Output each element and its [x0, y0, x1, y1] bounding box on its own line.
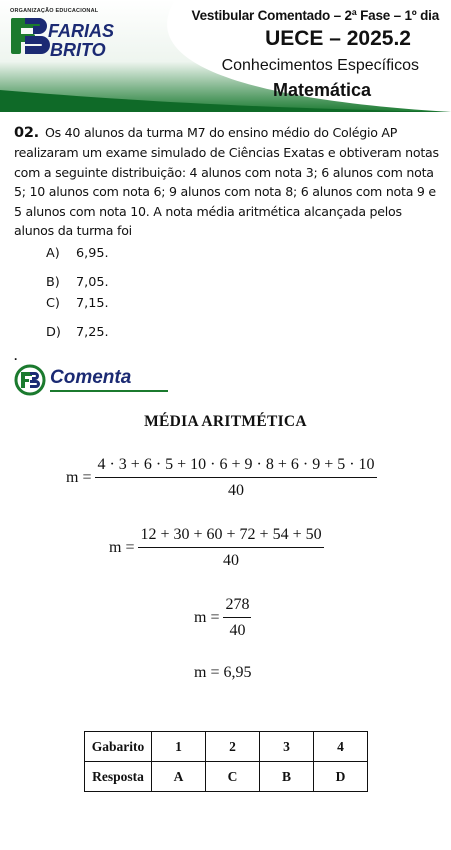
exam-title: UECE – 2025.2 [265, 27, 411, 50]
fraction [138, 526, 323, 570]
exam-area: Conhecimentos Específicos [221, 57, 419, 74]
option-b [46, 275, 109, 290]
answer-key-table [84, 731, 368, 792]
comenta-label: Comenta [50, 367, 132, 388]
equation-result: m = 6,95 [194, 664, 252, 681]
table-cell: 4 [314, 732, 368, 762]
exam-subject: Matemática [272, 80, 371, 100]
question-number: 02. [14, 125, 39, 141]
table-row [85, 762, 368, 792]
option-letter: A) [46, 246, 60, 261]
option-value: 7,25. [76, 325, 109, 340]
table-cell: 2 [206, 732, 260, 762]
comenta-badge [14, 364, 174, 396]
equation-step-1 [66, 456, 377, 500]
option-d [46, 325, 109, 340]
fraction [223, 596, 251, 640]
option-letter: B) [46, 275, 60, 290]
table-header-cell: Gabarito [85, 732, 152, 762]
equation-lhs: m = [109, 539, 135, 556]
option-value: 7,05. [76, 275, 109, 290]
equation-step-3 [194, 596, 251, 640]
denominator: 40 [228, 482, 245, 499]
table-cell: B [260, 762, 314, 792]
svg-text:BRITO: BRITO [50, 40, 106, 60]
numerator: 278 [223, 596, 251, 618]
question-text-block [14, 123, 444, 240]
solution-title: MÉDIA ARITMÉTICA [144, 413, 307, 430]
exam-subtitle: Vestibular Comentado – 2ª Fase – 1º dia [191, 8, 439, 23]
denominator: 40 [223, 552, 240, 569]
comenta-underline [50, 390, 168, 392]
table-cell: 1 [152, 732, 206, 762]
option-letter: C) [46, 296, 60, 311]
option-letter: D) [46, 325, 61, 340]
table-cell: C [206, 762, 260, 792]
svg-text:FARIAS: FARIAS [48, 21, 115, 41]
question-statement: Os 40 alunos da turma M7 do ensino médio do Colégio AP realizaram um exame simulado de Ciências Exatas e obtiveram notas com a seguinte distribuição: 4 alunos com nota 3; 6 alunos com nota 5; 10 alunos com nota 6; 9 alunos com nota 8; 6 alunos com nota 9 e 5 alunos com nota 10. A nota média aritmética alcançada pelos alunos da turma foi [14, 125, 439, 239]
table-cell: D [314, 762, 368, 792]
farias-brito-logo [8, 6, 148, 66]
table-row [85, 732, 368, 762]
equation-lhs: m = [66, 469, 92, 486]
equation-step-2 [109, 526, 324, 570]
denominator: 40 [229, 622, 246, 639]
equation-lhs: m = [194, 609, 220, 626]
table-cell: 3 [260, 732, 314, 762]
numerator: 4 · 3 + 6 · 5 + 10 · 6 + 9 · 8 + 6 · 9 + 5 · 10 [95, 456, 376, 478]
option-c [46, 296, 109, 311]
separator-dot: . [14, 349, 18, 363]
table-header-cell: Resposta [85, 762, 152, 792]
table-cell: A [152, 762, 206, 792]
org-label: ORGANIZAÇÃO EDUCACIONAL [10, 8, 99, 14]
header [0, 0, 451, 112]
option-value: 7,15. [76, 296, 109, 311]
fraction [95, 456, 376, 500]
option-value: 6,95. [76, 246, 109, 261]
fb-circle-icon [14, 364, 46, 396]
numerator: 12 + 30 + 60 + 72 + 54 + 50 [138, 526, 323, 548]
option-a [46, 246, 109, 261]
